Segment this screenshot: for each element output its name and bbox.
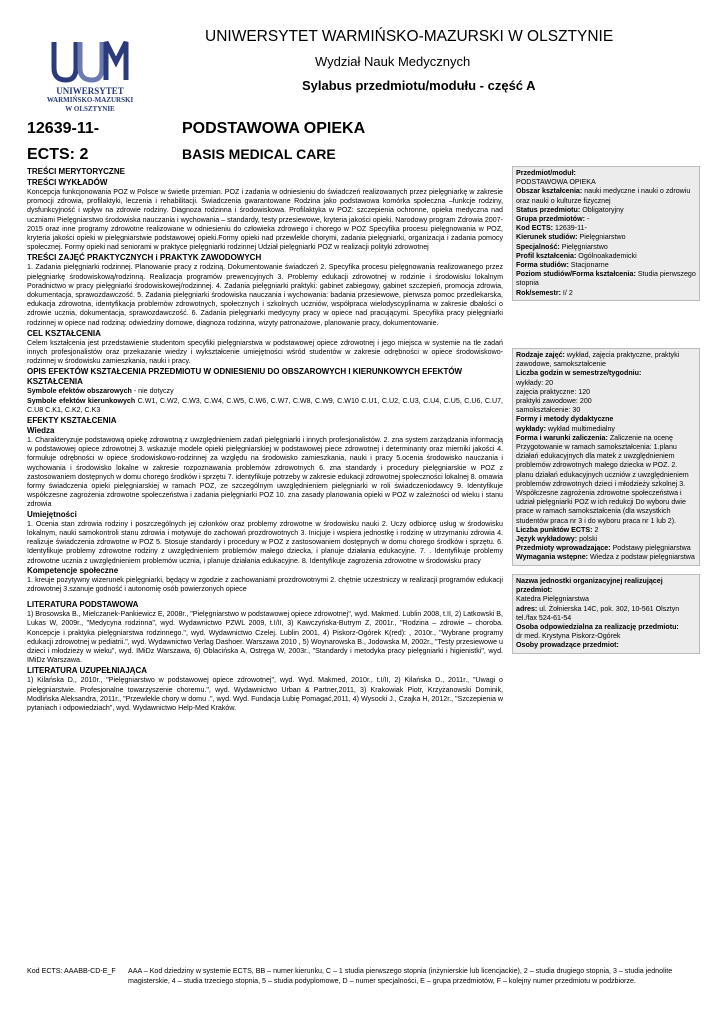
- area-symbols-label: Symbole efektów obszarowych: [27, 387, 132, 396]
- section-heading: LITERATURA UZUPEŁNIAJĄCA: [27, 666, 147, 676]
- info-value: Pielęgniarstwo: [559, 242, 608, 251]
- info-label: Grupa przedmiotów:: [516, 215, 585, 224]
- info-value: 12639-11-: [553, 224, 587, 233]
- info-label: Formy i metody dydaktyczne: [516, 415, 614, 424]
- hours-item: wykłady: 20: [516, 378, 554, 387]
- competences-text: 1. kreuje pozytywny wizerunek pielęgniarki, będący w zgodzie z zachowaniami prozdrowotnymi 2. chętnie uczestniczy w realizacji programów edukacji zdrowotnej 3.szanuje godność i autonomię osób powierzonych opiece: [27, 575, 503, 593]
- info-value: nauki medyczne i nauki o zdrowiu oraz nauki o kulturze fizycznej: [516, 187, 691, 205]
- classes-info-box: [512, 348, 700, 566]
- info-value: Pielęgniarstwo: [577, 233, 626, 242]
- info-value: Obligatoryjny: [580, 205, 624, 214]
- section-heading: EFEKTY KSZTAŁCENIA: [27, 416, 117, 426]
- university-name: UNIWERSYTET WARMIŃSKO-MAZURSKI W OLSZTYNIE: [205, 28, 614, 45]
- knowledge-text: 1. Charakteryzuje podstawową opiekę zdrowotną z uwzględnieniem zadań pielęgniarki i innych profesjonalistów. 2. zna system zarządzania informacją w podstawowej opiece zdrowotnej 3. wskazuje modele opieki pielęgniarskiej w podstawowej piece zdrowotnej i determinanty oraz mierniki jakości 4. formułuje odrębności w opiece środowiskowo-rodzinnej za względu na środowisko zamieszkania, nauki i pracy 5.ocenia środowisko nauczania i wychowania i środowisko lokalne w zakresie rozpoznawania problemów zdrowotnych 6. zna standardy i procedury pielęgniarskie w POZ z zastosowaniem dostępnych w domu chorego środków i sprzętu 7. identyfikuje potrzeby w zakresie edukacji zdrowotnej społeczności lokalnej 8. omawia formy świadczenia opieki pielęgniarskiej w ramach POZ, ze szczególnym uwzględnieniem pielęgniarki w roli świadczeniodawcy 9. Identyfikuje współczesne zagrożenia zdrowotne społeczeństwa i zadania pielęgniarki POZ 10. zna zasady planowania opieki w POZ w zależności od wieku i stanu zdrowia: [27, 436, 503, 509]
- info-value: I/ 2: [560, 288, 573, 297]
- info-label: Kod ECTS:: [516, 224, 554, 233]
- info-label: Poziom studiów/Forma kształcenia:: [516, 270, 636, 279]
- info-label: Forma studiów:: [516, 261, 569, 270]
- info-value: Wiedza z podstaw pielęgniarstwa: [588, 553, 695, 562]
- subsection-heading: Umiejętności: [27, 509, 77, 519]
- info-label: Przedmioty wprowadzające:: [516, 544, 611, 553]
- info-label: Przedmiot/moduł:: [516, 169, 576, 177]
- logo-text-line3: W OLSZTYNIE: [65, 105, 115, 113]
- uwm-logo-icon: [50, 38, 130, 83]
- info-label: Rodzaje zajęć:: [516, 351, 565, 359]
- info-value: dr med. Krystyna Piskorz-Ogórek: [516, 632, 621, 641]
- hours-item: praktyki zawodowe: 200: [516, 397, 592, 406]
- skills-text: 1. Ocenia stan zdrowia rodziny i poszczególnych jej członków oraz problemy zdrowotne w środowisku nauki 2. Uczy odbiorcę usług w środowisku lokalnym, nauki samokontroli stanu zdrowia i motywuje do zachowań prozdrowotnych 3. Inicjuje i wspiera jednostkę i rodzinę w utrzymaniu zdrowia 4. realizuje świadczenia zdrowotne w POZ 5. Stosuje standardy i procedury w POZ z zastosowaniem dostępnych w domu chorego środków i sprzętu. 6. Identyfikuje problemy zdrowotne rodziny z uwzględnieniem problemów małego dziecka, i planuje działania edukacyjne. 7. . Identyfikuje problemy zdrowotne ucznia z uwzględnieniem problemów ucznia, i planuje działania edukacyjne. 8. Identyfikuje zagrożenia zdrowotne w środowisku pracy: [27, 519, 503, 565]
- info-label: Liczba punktów ECTS:: [516, 525, 593, 534]
- course-info-box: [512, 166, 700, 301]
- section-heading: TREŚCI WYKŁADÓW: [27, 178, 108, 187]
- info-value: Ogólnoakademicki: [576, 251, 637, 260]
- info-value: Zaliczenie na ocenę Przygotowanie w ramach samokształcenia: 1.planu działań edukacyjnych dla matek z uwzględnieniem problemów zdrowotnych małego dziecka w POZ. 2. planu działań edukacyjnych uczniów z uwzględnieniem problemów zdrowotnych dzieci i młodzieży szkolnej 3. Współczesne zagrożenia zdrowotne społeczeństwa i udział pielęgniarki POZ w ich redukcji Do wyboru dwie prace w ramach samokształcenia (dla wszystkich studentów praca nr 3 i do wyboru praca nr 1 lub 2).: [516, 433, 689, 525]
- area-symbols: [27, 387, 503, 396]
- course-code: 12639-11-: [27, 120, 100, 137]
- info-label: Osoba odpowiedzialna za realizację przedmiotu:: [516, 623, 679, 632]
- hours-item: samokształcenie: 30: [516, 406, 581, 415]
- info-label: Forma i warunki zaliczenia:: [516, 433, 608, 442]
- subsection-heading: Wiedza: [27, 426, 55, 436]
- info-label: Kierunek studiów:: [516, 233, 578, 242]
- section-heading: OPIS EFEKTÓW KSZTAŁCENIA PRZEDMIOTU W ODNIESIENIU DO OBSZAROWYCH I KIERUNKOWYCH EFEKTÓW KSZTAŁCENIA: [27, 367, 463, 387]
- info-label: Liczba godzin w semestrze/tygodniu:: [516, 369, 642, 378]
- supplementary-literature: 1) Kilańska D., 2010r., "Pielęgniarstwo w podstawowej opiece zdrowotnej", wyd. Wyd. Makmed, 2010r., t.I/II, 2) Kilańska D., 2011r., "Uwagi o pielęgniarstwie. Profesjonalne towarzyszenie choremu.", wyd. Wydawnictwo Urban & Partner,2011, 3) Krakowiak Piotr, Krzyżanowski Dominik, Modlińska Aleksandra, 2011r., "Przewlekle chory w domu .", wyd. Wyd. Fundacja Lubię Pomagać,2011, 4) Wysocki J., Czajka H, 2012r., "Szczepienia w pytaniach i odpowiedziach", wyd. Wydawnictwo Help-Med Kraków.: [27, 676, 503, 712]
- info-value: wykład, zajęcia praktyczne, praktyki zawodowe, samokształcenie: [516, 351, 680, 369]
- info-value: polski: [577, 535, 598, 544]
- syllabus-content: [27, 166, 503, 713]
- field-symbols-label: Symbole efektów kierunkowych: [27, 396, 136, 405]
- info-label: Status przedmiotu:: [516, 205, 581, 214]
- info-value: Podstawy pielęgniarstwa: [610, 544, 691, 553]
- info-value: tel./fax 524-61-54: [516, 613, 572, 622]
- practical-text: 1. Zadania pielęgniarki rodzinnej. Planowanie pracy z rodziną. Dokumentowanie świadczeń 2. Specyfika procesu pielęgnowania realizowanego przez pielęgniarkę środowiskową/rodzinną. Realizacja programów prewencyjnych 3. Problemy edukacji zdrowotnej w rodzinie i środowisku lokalnym Poradnictwo w pracy pielęgniarki środowiskowej/rodzinnej. 4. Zadania pielęgniarki praktyki: gabinet zabiegowy, gabinet szczepień, promocja zdrowia, dokumentacja, sprawozdawczość. 5. Zadania pielęgniarki środowiska nauczania i wychowania: badania przesiewowe, pierwsza pomoc przedlekarska, edukacja zdrowotna, identyfikacja problemów zdrowotnych, społecznych i szkolnych uczniów, współpraca wielodyscyplinarna w zakresie dbałości o zdrowie ucznia, dokumentacja, sprawozdawczość. 6. Zadania pielęgniarki medycyny pracy w opiece nad pracującymi. Specyfika pracy pielęgniarki rodzinnej w opiece nad rodziną: odwiedziny domowe, diagnoza rodzinna, wizyty patronażowe, planowanie pracy, dokumentowanie.: [27, 263, 503, 327]
- syllabus-title: Sylabus przedmiotu/modułu - część A: [302, 78, 536, 93]
- info-label: Osoby prowadzące przedmiot:: [516, 641, 619, 650]
- lectures-text: Koncepcja funkcjonowania POZ w Polsce w świetle przemian. POZ i zadania w odniesieniu do świadczeń realizowanych przez pielęgniarkę w zakresie promocji zdrowia, profilaktyki, leczenia i rehabilitacji. Świadczenia gwarantowane Rodzina jako podstawowa komórka społeczna –funkcje rodziny, dysfunkcyjność i wpływ na zdrowie rodziny. Diagnoza rodzinna i środowiskowa. Profilaktyka w POZ: szczepienia ochronne, opieka medyczna nad uczniami Pielęgniarstwo środowiska nauczania i wychowania – standardy, testy przesiewowe, kryteria jakości opieki. Narodowy program Zdrowia 2007-2015 oraz inne programy zdrowotne realizowane w odniesieniu do człowieka zdrowego i chorego w POZ Specyfika procesu pielęgnowania w POZ, kryteria jakości opieki w pielęgniarstwie podstawowej opieki.Formy opieki nad przewlekle chorymi, zadania pielęgniarki, organizacja i zadania pomocy społecznej. Formy opieki nad seniorami w praktyce pielęgniarki rodzinnej Udział pielęgniarki POZ w realizacji polityki zdrowotnej: [27, 188, 503, 252]
- info-value: -: [584, 215, 590, 224]
- logo-text-line1: UNIWERSYTET: [56, 86, 124, 96]
- logo-text-line2: WARMIŃSKO-MAZURSKI: [46, 96, 134, 104]
- info-value: 2: [592, 525, 599, 534]
- area-symbols-value: - nie dotyczy: [131, 387, 174, 396]
- info-label: Profil kształcenia:: [516, 251, 577, 260]
- info-label: Specjalność:: [516, 242, 560, 251]
- info-value: ul. Żołnierska 14C, pok. 302, 10-561 Olsztyn: [537, 604, 680, 613]
- unit-info-box: [512, 574, 700, 654]
- info-value: Stacjonarne: [568, 261, 609, 270]
- info-value: wykład multimedialny: [545, 424, 615, 433]
- info-label: wykłady:: [516, 424, 546, 433]
- university-logo: [40, 38, 140, 128]
- info-label: Nazwa jednostki organizacyjnej realizującej przedmiot:: [516, 577, 663, 595]
- info-label: Obszar kształcenia:: [516, 187, 583, 196]
- info-label: adres:: [516, 604, 538, 613]
- section-heading: TREŚCI MERYTORYCZNE: [27, 167, 125, 176]
- course-name-pl: PODSTAWOWA OPIEKA: [182, 120, 366, 137]
- section-heading: LITERATURA PODSTAWOWA: [27, 600, 139, 610]
- footer-ects-code: Kod ECTS: AAABB-CD-E_F: [27, 967, 116, 975]
- field-symbols: [27, 397, 503, 415]
- info-label: Język wykładowy:: [516, 535, 578, 544]
- info-label: Wymagania wstępne:: [516, 553, 589, 562]
- section-heading: CEL KSZTAŁCENIA: [27, 328, 101, 338]
- footer-legend: AAA – Kod dziedziny w systemie ECTS, BB – numer kierunku, C – 1 studia pierwszego stopnia (inżynierskie lub licencjackie), 2 – studia drugiego stopnia, 3 – studia jednolite magisterskie, 4 – studia trzeciego stopnia, 5 – studia podyplomowe, D – numer specjalności, E – grupa przedmiotów, F – kolejny numer przedmiotu w podzbiorze.: [128, 967, 673, 985]
- field-symbols-value: C.W1, C.W2, C.W3, C.W4, C.W5, C.W6, C.W7, C.W8, C.W9, C.W10 C.U1, C.U2, C.U3, C.U4, C.U5, C.U6, C.U7, C.U8 C.K1, C.K2, C.K3: [27, 396, 503, 414]
- subsection-heading: Kompetencje społeczne: [27, 565, 119, 575]
- info-label: Rok/semestr:: [516, 288, 561, 297]
- basic-literature: 1) Brosowska B., Mielczanek-Pankiewicz E, 2008r., "Pielęgniarstwo w podstawowej opiece zdrowotnej", wyd. Makmed. Lublin 2008, t.II, 2) Latkowski B, Lukas W, 2009r., "Medycyna rodzinna", wyd. Wydawnictwo PZWL 2009, t.I/II, 3) Kawczyńska-Butrym Z, 2001r., "Rodzina – zdrowie – choroba. Koncepcje i praktyka pielęgniarstwa rodzinnego.", wyd. Wydawnictwo Czelej. Lublin 2001, 4) Piskorz-Ogórek K(red): , 2010r., "Wybrane programy edukacji zdrowotnej w pediatrii.", wyd. Wydawnictwo Verlag Dashoer. Warszawa 2010 , 5) Woynarowska B., Jodowska M, 2002r., "Testy przesiewowe u dzieci i młodzieży w wieku", wyd. IMiDz Warszawa, 6) Oblacińska A, Ostręga W, 2003r., "Standardy i metodyka pracy pielęgniarki i higienistki", wyd. IMiDz Warszawa.: [27, 610, 503, 665]
- course-name-en: BASIS MEDICAL CARE: [182, 146, 336, 162]
- info-value: Katedra Pielęgniarstwa: [516, 595, 589, 604]
- section-heading: TREŚCI ZAJĘĆ PRAKTYCZNYCH i PRAKTYK ZAWODOWYCH: [27, 253, 262, 263]
- info-value: Studia pierwszego stopnia: [516, 270, 696, 288]
- info-value: PODSTAWOWA OPIEKA: [516, 178, 596, 187]
- course-ects: ECTS: 2: [27, 146, 89, 163]
- hours-item: zajęcia praktyczne: 120: [516, 387, 591, 396]
- faculty-name: Wydział Nauk Medycznych: [315, 54, 471, 69]
- goal-text: Celem kształcenia jest przedstawienie studentom specyfiki pielęgniarstwa w podstawowej opiece zdrowotnej i jego miejsca w systemie na tle zadań innych profesjonalistów oraz przekazanie wiedzy i wykształcenie umiejętności wśród studentów w zakresie odrębności w opiece środowiskowo-rodzinnej w środowisku zamieszkania, nauki i pracy.: [27, 338, 503, 366]
